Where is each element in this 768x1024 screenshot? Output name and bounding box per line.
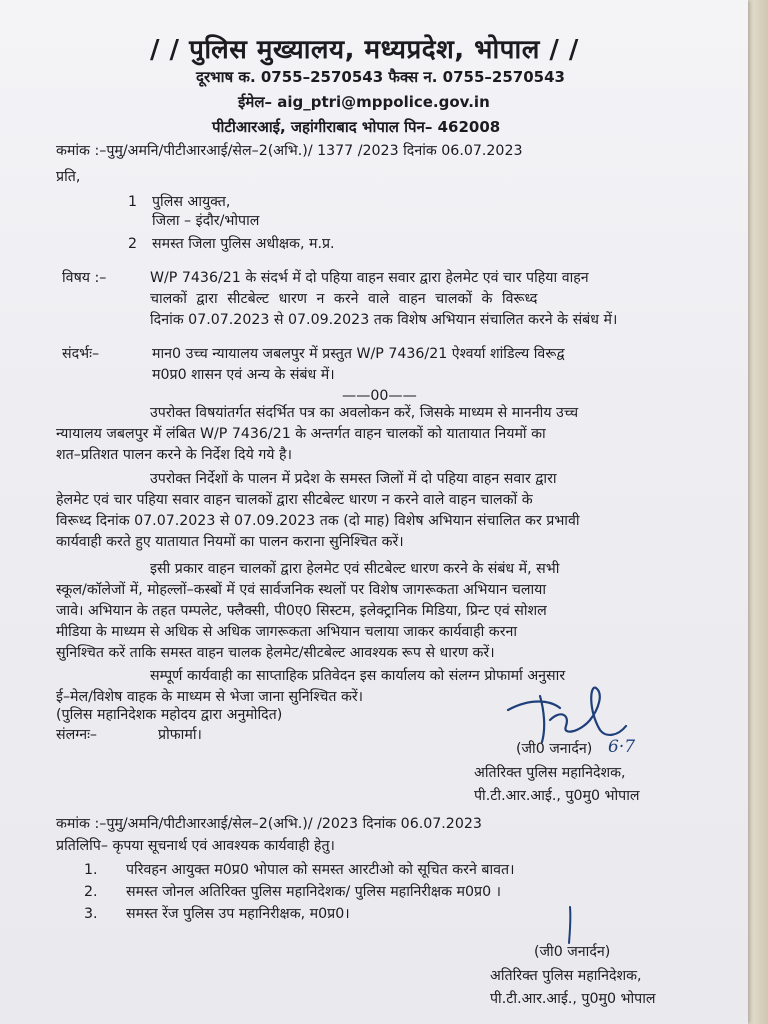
para2-line3: विरूध्द दिनांक 07.07.2023 से 07.09.2023 तक (दो माह) विशेष अभियान संचालित कर प्रभावी — [56, 513, 580, 529]
para2-line1: उपरोक्त निर्देशों के पालन में प्रदेश के समस्त जिलों में दो पहिया वाहन सवार द्वारा — [150, 471, 557, 487]
signatory-1-designation: अतिरिक्त पुलिस महानिदेशक, — [474, 765, 626, 781]
signatory-1-office: पी.टी.आर.आई., पु0मु0 भोपाल — [474, 788, 640, 804]
recipient-1-line2: जिला – इंदौर/भोपाल — [152, 213, 260, 229]
separator: ——00—— — [342, 388, 417, 404]
reference-number: कमांक :–पुमु/अमनि/पीटीआरआई/सेल–2(अभि.)/ 1377 /2023 दिनांक 06.07.2023 — [56, 143, 523, 159]
para1-line3: शत–प्रतिशत पालन करने के निर्देश दिये गये है। — [56, 447, 292, 463]
recipient-2-line1: समस्त जिला पुलिस अधीक्षक, म.प्र. — [152, 236, 335, 252]
subject-line-2: चालकों द्वारा सीटबेल्ट धारण न करने वाले वाहन चालकों के विरूध्द — [150, 291, 538, 307]
para1-line1: उपरोक्त विषयांतर्गत संदर्भित पत्र का अवलोकन करें, जिसके माध्यम से माननीय उच्च — [150, 405, 579, 421]
para3-line2: स्कूल/कॉलेजों में, मोहल्लों–कस्बों में एवं सार्वजनिक स्थलों पर विशेष जागरूकता अभियान चलाया — [56, 582, 547, 598]
recipient-1-line1: पुलिस आयुक्त, — [152, 194, 231, 210]
subject-label: विषय :– — [62, 270, 107, 286]
recipient-1-number: 1 — [128, 194, 138, 210]
reference-line-2: म0प्र0 शासन एवं अन्य के संबंध में। — [152, 367, 335, 383]
signatory-2-name: (जी0 जनार्दन) — [534, 944, 611, 960]
para4-line1: सम्पूर्ण कार्यवाही का साप्ताहिक प्रतिवेदन इस कार्यालय को संलग्न प्रोफार्मा अनुसार — [150, 668, 566, 684]
copy-heading: प्रतिलिपि– कृपया सूचनार्थ एवं आवश्यक कार्यवाही हेतु। — [56, 838, 335, 854]
subject-line-3: दिनांक 07.07.2023 से 07.09.2023 तक विशेष अभियान संचालित करने के संबंध में। — [150, 312, 618, 328]
recipient-2-number: 2 — [128, 236, 138, 252]
para3-line3: जावे। अभियान के तहत पम्पलेट, फ्लैक्सी, पी0ए0 सिस्टम, इलेक्ट्रानिक मिडिया, प्रिन्ट एवं सोशल — [56, 603, 547, 619]
para3-line4: मीडिया के माध्यम से अधिक से अधिक जागरूकता अभियान चलाया जाकर कार्यवाही करना — [56, 624, 518, 640]
approval-note: (पुलिस महानिदेशक महोदय द्वारा अनुमोदित) — [56, 707, 283, 723]
copy-item-2-text: समस्त जोनल अतिरिक्त पुलिस महानिदेशक/ पुलिस महानिरीक्षक म0प्र0 । — [126, 884, 501, 900]
para2-line2: हेलमेट एवं चार पहिया सवार वाहन चालकों द्वारा सीटबेल्ट धारण न करने वाले वाहन चालकों के — [56, 492, 533, 508]
subject-line-1: W/P 7436/21 के संदर्भ में दो पहिया वाहन सवार द्वारा हेलमेट एवं चार पहिया वाहन — [150, 270, 589, 286]
para3-line1: इसी प्रकार वाहन चालकों द्वारा हेलमेट एवं सीटबेल्ट धारण करने के संबंध में, सभी — [150, 561, 560, 577]
para1-line2: न्यायालय जबलपुर में लंबित W/P 7436/21 के अन्तर्गत वाहन चालकों को यातायात नियमों का — [56, 426, 546, 442]
copy-reference-number: कमांक :–पुमु/अमनि/पीटीआरआई/सेल–2(अभि.)/ /2023 दिनांक 06.07.2023 — [56, 816, 482, 832]
signatory-2-designation: अतिरिक्त पुलिस महानिदेशक, — [490, 968, 642, 984]
copy-item-1-text: परिवहन आयुक्त म0प्र0 भोपाल को समस्त आरटीओ को सूचित करने बावत। — [126, 862, 515, 878]
para4-line2: ई–मेल/विशेष वाहक के माध्यम से भेजा जाना सुनिश्चित करें। — [56, 689, 364, 705]
signatory-1-name: (जी0 जनार्दन) — [516, 741, 593, 757]
copy-item-1-number: 1. — [84, 862, 98, 878]
reference-line-1: मान0 उच्च न्यायालय जबलपुर में प्रस्तुत W/P 7436/21 ऐश्वर्या शांडिल्य विरूद्व — [152, 346, 565, 362]
reference-label: संदर्भः– — [62, 346, 100, 362]
handwritten-signature-2 — [560, 905, 580, 945]
signatory-2-office: पी.टी.आर.आई., पु0मु0 भोपाल — [490, 991, 656, 1007]
prati-label: प्रति, — [56, 169, 81, 185]
copy-item-3-text: समस्त रेंज पुलिस उप महानिरीक्षक, म0प्र0। — [126, 906, 350, 922]
enclosure-label: संलग्नः– — [56, 727, 98, 743]
office-title: / / पुलिस मुख्यालय, मध्यप्रदेश, भोपाल / / — [150, 35, 579, 65]
enclosure-value: प्रोफार्मा। — [158, 727, 202, 743]
phone-line: दूरभाष क. 0755–2570543 फैक्स न. 0755–2570543 — [196, 68, 565, 86]
para2-line4: कार्यवाही करते हुए यातायात नियमों का पालन कराना सुनिश्चित करें। — [56, 534, 404, 550]
address-line: पीटीआरआई, जहांगीराबाद भोपाल पिन– 462008 — [212, 118, 501, 136]
signature-1-date-note: 6·7 — [608, 737, 636, 757]
copy-item-3-number: 3. — [84, 906, 98, 922]
para3-line5: सुनिश्चित करें ताकि समस्त वाहन चालक हेलमेट/सीटबेल्ट आवश्यक रूप से धारण करें। — [56, 645, 495, 661]
copy-item-2-number: 2. — [84, 884, 98, 900]
email-line: ईमेल– aig_ptri@mppolice.gov.in — [238, 93, 490, 111]
